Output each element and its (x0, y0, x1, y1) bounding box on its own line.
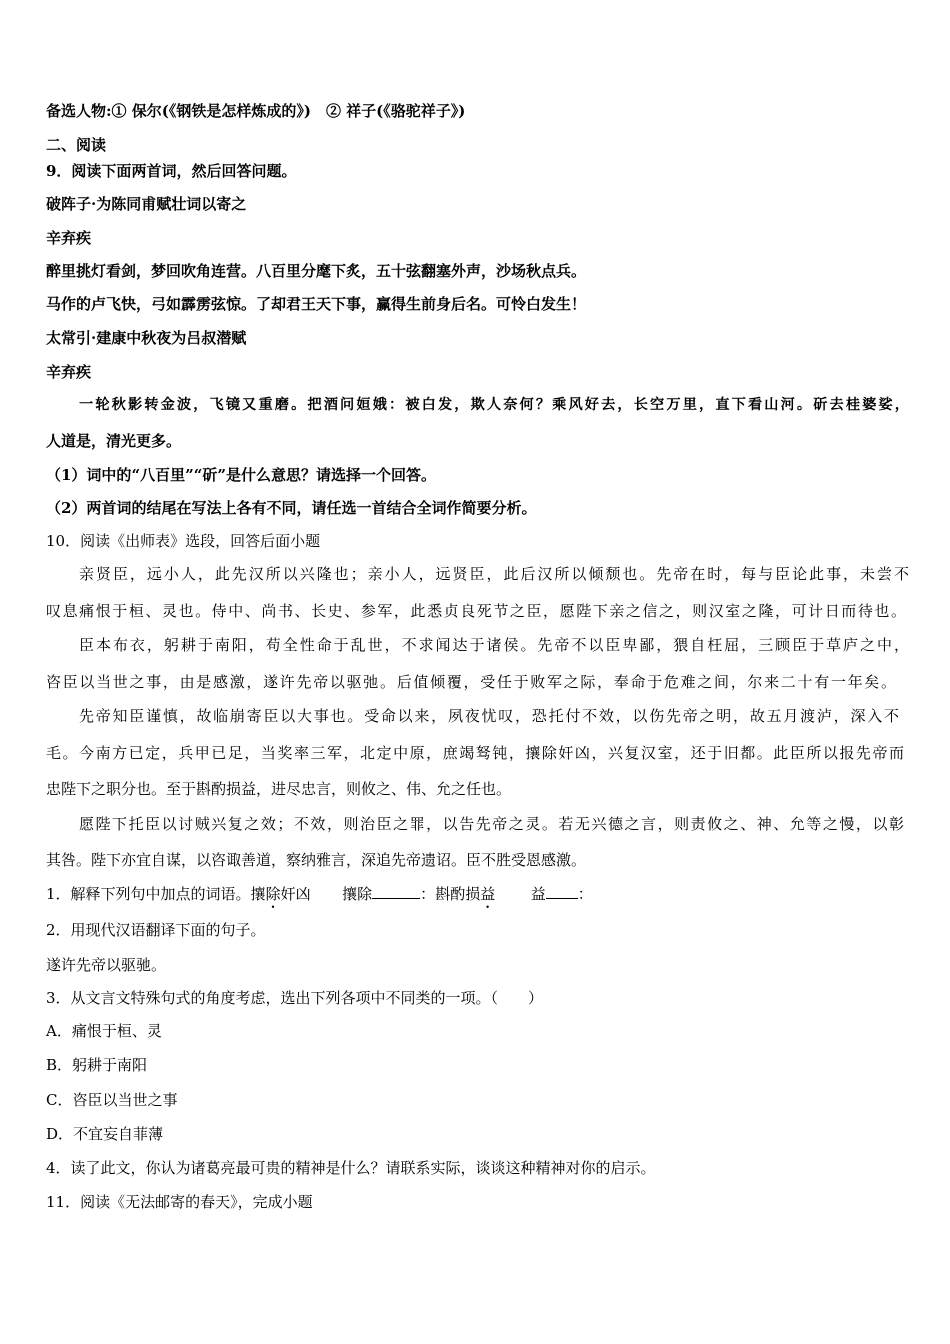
sq1-phrase1-post: 奸凶 (280, 885, 311, 903)
passage-line: 毛。今南方已定，兵甲已足，当奖率三军，北定中原，庶竭驽钝，攘除奸凶，兴复汉室，还于旧都。此臣所以报先帝而 (46, 744, 904, 762)
poem1-author: 辛弃疾 (46, 229, 92, 247)
poem2-author: 辛弃疾 (46, 363, 92, 381)
sq1-label: 1．解释下列句中加点的词语。 (46, 885, 251, 903)
passage-line: 愿陛下托臣以讨贼兴复之效；不效，则治臣之罪，以告先帝之灵。若无兴德之言，则责攸之、神、允等之慢，以彰 (79, 815, 904, 833)
candidates-line: 备选人物:① 保尔(《钢铁是怎样炼成的》) ② 祥子(《骆驼祥子》) (46, 102, 466, 120)
passage-line: 臣本布衣，躬耕于南阳，苟全性命于乱世，不求闻达于诸侯。先帝不以臣卑鄙，猥自枉屈，三顾臣于草庐之中， (79, 636, 909, 654)
poem2-line: 一轮秋影转金波，飞镜又重磨。把酒问姮娥：被白发，欺人奈何？乘风好去，长空万里，直下看山河。斫去桂婆娑， (79, 397, 909, 413)
sq1-term2: 益 (530, 885, 546, 903)
option-c: C．咨臣以当世之事 (46, 1091, 178, 1109)
option-a: A．痛恨于桓、灵 (46, 1022, 162, 1040)
poem2-title: 太常引·建康中秋夜为吕叔潜赋 (46, 329, 247, 347)
poem1-line: 醉里挑灯看剑，梦回吹角连营。八百里分麾下炙，五十弦翻塞外声，沙场秋点兵。 (46, 262, 587, 280)
q10-subquestion-4: 4．读了此文，你认为诸葛亮最可贵的精神是什么？请联系实际，谈谈这种精神对你的启示。 (46, 1159, 656, 1177)
sq1-term1: 攘除 (342, 885, 373, 903)
q10-subquestion-3: 3．从文言文特殊句式的角度考虑，选出下列各项中不同类的一项。（ ） (46, 989, 544, 1007)
sq1-dotted-char: 除 (265, 885, 281, 903)
sq1-phrase2-pre: 斟酌损 (435, 885, 481, 903)
passage-line: 忠陛下之职分也。至于斟酌损益，进尽忠言，则攸之、伟、允之任也。 (46, 780, 512, 798)
poem1-line: 马作的卢飞快，弓如霹雳弦惊。了却君王天下事，赢得生前身后名。可怜白发生！ (46, 295, 587, 313)
q11-prompt: 11．阅读《无法邮寄的春天》，完成小题 (46, 1193, 313, 1211)
q10-prompt: 10．阅读《出师表》选段，回答后面小题 (46, 532, 321, 550)
passage-line: 咨臣以当世之事，由是感激，遂许先帝以驱弛。后值倾覆，受任于败军之际，奉命于危难之间，尔来二十有一年矣。 (46, 673, 896, 691)
q10-subquestion-1: 1．解释下列句中加点的词语。攘除奸凶 攘除 ：斟酌损益 益 ： (46, 885, 593, 903)
option-d: D．不宜妄自菲薄 (46, 1125, 164, 1143)
passage-line: 亲贤臣，远小人，此先汉所以兴隆也；亲小人，远贤臣，此后汉所以倾颓也。先帝在时，每与臣论此事，未尝不 (79, 565, 909, 583)
answer-blank[interactable] (372, 884, 420, 899)
q10-subquestion-2: 2．用现代汉语翻译下面的句子。 (46, 921, 266, 939)
sq1-phrase1-pre: 攘 (250, 885, 266, 903)
poem2-line: 人道是，清光更多。 (46, 432, 182, 450)
translate-sentence: 遂许先帝以驱驰。 (46, 956, 167, 974)
q9-subquestion: （2）两首词的结尾在写法上各有不同，请任选一首结合全词作简要分析。 (46, 499, 537, 517)
passage-line: 叹息痛恨于桓、灵也。侍中、尚书、长史、参军，此悉贞良死节之臣，愿陛下亲之信之，则汉室之隆，可计日而待也。 (46, 602, 906, 620)
q9-prompt: 9．阅读下面两首词，然后回答问题。 (46, 162, 297, 180)
answer-blank[interactable] (546, 884, 578, 899)
passage-line: 先帝知臣谨慎，故临崩寄臣以大事也。受命以来，夙夜忧叹，恐托付不效，以伤先帝之明，故五月渡泸，深入不 (79, 707, 899, 725)
option-b: B．躬耕于南阳 (46, 1056, 148, 1074)
q9-subquestion: （1）词中的“八百里”“斫”是什么意思？请选择一个回答。 (46, 466, 436, 484)
sq1-dotted-char: 益 (480, 885, 496, 903)
section-title: 二、阅读 (46, 136, 107, 154)
poem1-title: 破阵子·为陈同甫赋壮词以寄之 (46, 195, 247, 213)
passage-line: 其咎。陛下亦宜自谋，以咨诹善道，察纳雅言，深追先帝遗诏。臣不胜受恩感激。 (46, 851, 587, 869)
